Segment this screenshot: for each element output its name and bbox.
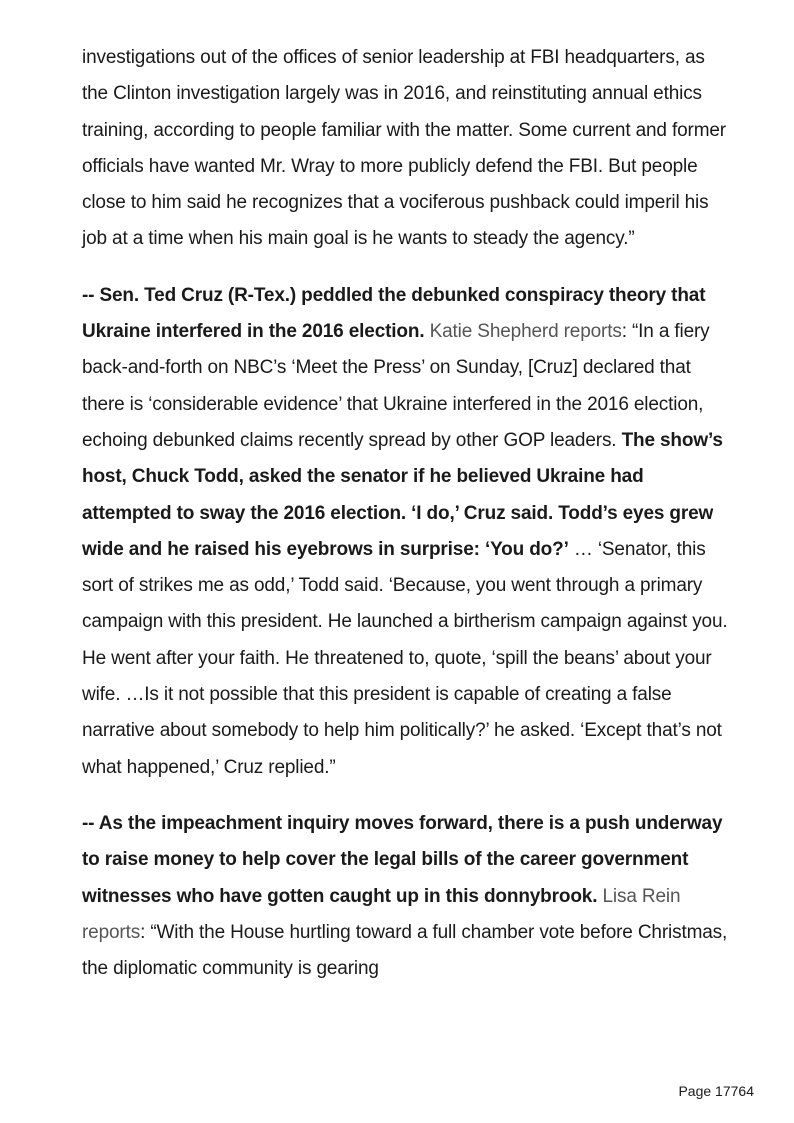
paragraph-3 xyxy=(82,806,732,987)
paragraph-2-bold-quote: The show’s host, Chuck Todd, asked the senator if he believed Ukraine had attempted to sway the 2016 election. ‘I do,’ Cruz said. Todd’s eyes grew wide and he raised his eyebrows in surprise: ‘You do?’ xyxy=(82,429,723,560)
paragraph-3-text: : “With the House hurtling toward a full chamber vote before Christmas, the diplomatic community is gearing xyxy=(82,921,728,980)
paragraph-3-lead: -- As the impeachment inquiry moves forward, there is a push underway to raise money to help cover the legal bills of the career government witnesses who have gotten caught up in this donnybrook. xyxy=(82,812,723,907)
lisa-rein-link[interactable]: Lisa Rein reports xyxy=(82,885,681,943)
article-body xyxy=(82,40,732,987)
katie-shepherd-link[interactable]: Katie Shepherd reports xyxy=(429,321,622,343)
paragraph-2-lead: -- Sen. Ted Cruz (R-Tex.) peddled the debunked conspiracy theory that Ukraine interfered in the 2016 election. xyxy=(82,284,706,343)
paragraph-1 xyxy=(82,40,732,258)
paragraph-2-text-2: … ‘Senator, this sort of strikes me as odd,’ Todd said. ‘Because, you went through a primary campaign with this president. He launched a birtherism campaign against you. He went after your faith. He threatened to, quote, ‘spill the beans’ about your wife. …Is it not possible that this president is capable of creating a false narrative about somebody to help him politically?’ he asked. ‘Except that’s not what happened,’ Cruz replied.” xyxy=(82,538,728,778)
paragraph-2-text-1: : “In a fiery back-and-forth on NBC’s ‘Meet the Press’ on Sunday, [Cruz] declared that there is ‘considerable evidence’ that Ukraine interfered in the 2016 election, echoing debunked claims recently spread by other GOP leaders. xyxy=(82,321,710,451)
paragraph-2 xyxy=(82,278,732,786)
paragraph-1-text: investigations out of the offices of senior leadership at FBI headquarters, as the Clinton investigation largely was in 2016, and reinstituting annual ethics training, according to people familiar with the matter. Some current and former officials have wanted Mr. Wray to more publicly defend the FBI. But people close to him said he recognizes that a vociferous pushback could imperil his job at a time when his main goal is he wants to steady the agency.” xyxy=(82,47,726,250)
page-number: Page 17764 xyxy=(678,1083,754,1099)
